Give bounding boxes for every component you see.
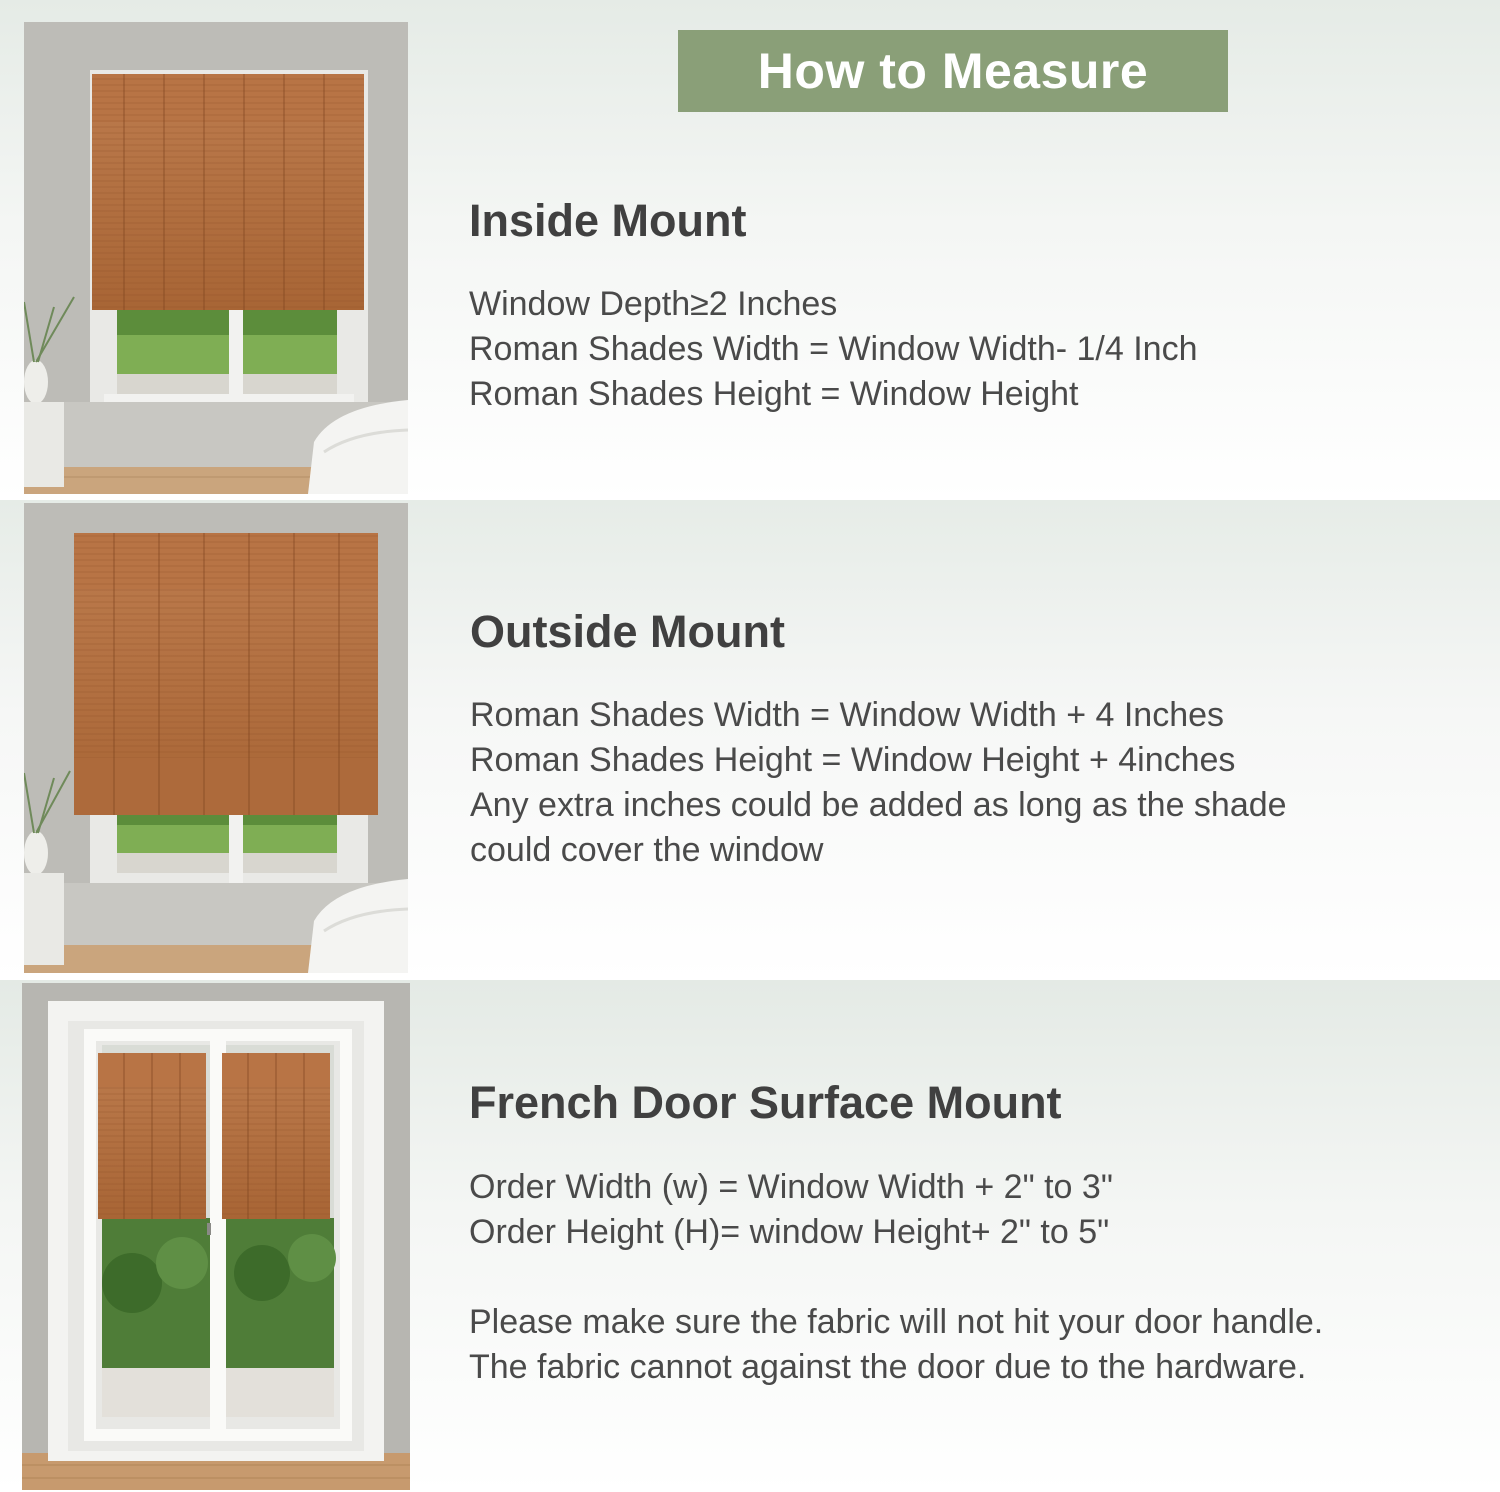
note-line: Please make sure the fabric will not hit your door handle. xyxy=(469,1303,1324,1341)
instruction-line: Any extra inches could be added as long as the shade xyxy=(470,786,1287,824)
french-door-instructions xyxy=(469,1165,1323,1390)
french-door-title: French Door Surface Mount xyxy=(469,1077,1062,1128)
instruction-line: Roman Shades Height = Window Height xyxy=(469,375,1079,413)
outside-mount-window-photo xyxy=(24,503,408,973)
instruction-line: Order Width (w) = Window Width + 2" to 3" xyxy=(469,1168,1113,1206)
inside-mount-title: Inside Mount xyxy=(469,195,747,246)
instruction-line: Order Height (H)= window Height+ 2" to 5" xyxy=(469,1213,1110,1251)
note-line: The fabric cannot against the door due to the hardware. xyxy=(469,1348,1307,1386)
instruction-line: Roman Shades Height = Window Height + 4inches xyxy=(470,741,1236,779)
inside-mount-instructions xyxy=(469,282,1198,417)
inside-mount-window-photo xyxy=(24,22,408,494)
instruction-line: Roman Shades Width = Window Width- 1/4 Inch xyxy=(469,330,1198,368)
how-to-measure-badge: How to Measure xyxy=(678,30,1228,112)
instruction-line: Window Depth≥2 Inches xyxy=(469,285,838,323)
french-door-photo xyxy=(22,983,410,1490)
outside-mount-instructions xyxy=(470,693,1287,873)
instruction-line: Roman Shades Width = Window Width + 4 Inches xyxy=(470,696,1225,734)
instruction-line: could cover the window xyxy=(470,831,824,869)
outside-mount-title: Outside Mount xyxy=(470,606,785,657)
